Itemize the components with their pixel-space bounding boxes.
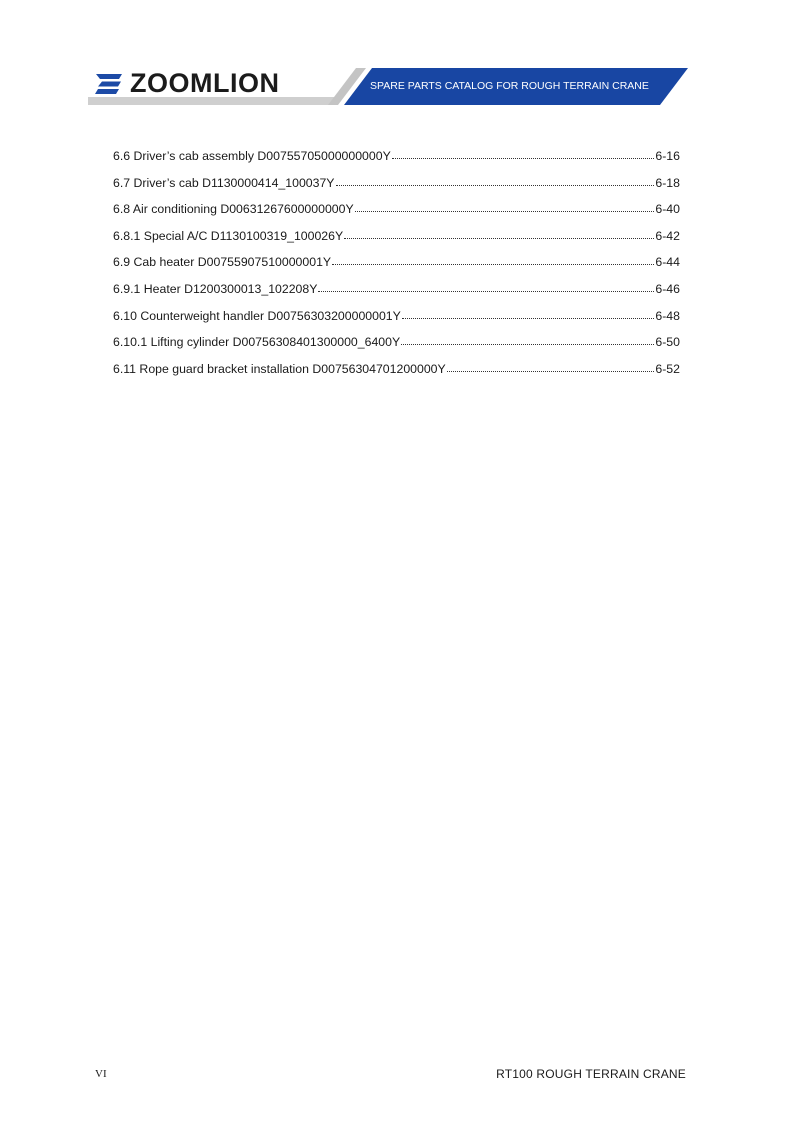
toc-entry-title: 6.11 Rope guard bracket installation D00756304701200000Y (113, 361, 446, 376)
toc-entry-page: 6-48 (655, 308, 680, 323)
toc-entry-title: 6.7 Driver’s cab D1130000414_100037Y (113, 175, 335, 190)
toc-dot-leader (318, 282, 654, 292)
toc-entry-page: 6-42 (655, 228, 680, 243)
toc-entry-page: 6-18 (655, 175, 680, 190)
toc-dot-leader (355, 202, 655, 212)
header-banner-graphic (0, 0, 793, 120)
toc-dot-leader (402, 309, 655, 319)
toc-entry[interactable] (113, 362, 680, 389)
toc-entry-page: 6-40 (655, 202, 680, 217)
toc-entry-title: 6.9.1 Heater D1200300013_102208Y (113, 281, 318, 296)
page-number: VI (95, 1068, 107, 1080)
toc-dot-leader (344, 229, 654, 239)
toc-entry-title: 6.10.1 Lifting cylinder D00756308401300000_6400Y (113, 335, 401, 350)
toc-dot-leader (392, 149, 655, 159)
toc-entry-page: 6-44 (655, 255, 680, 270)
toc-entry[interactable] (113, 282, 680, 309)
toc-dot-leader (447, 362, 655, 372)
toc-entry[interactable] (113, 176, 680, 203)
toc-entry[interactable] (113, 255, 680, 282)
toc-entry-title: 6.6 Driver’s cab assembly D00755705000000000Y (113, 149, 391, 163)
toc-entry-title: 6.10 Counterweight handler D00756303200000001Y (113, 308, 401, 323)
catalog-banner-title: SPARE PARTS CATALOG FOR ROUGH TERRAIN CRANE (370, 80, 649, 92)
toc-entry-title: 6.8.1 Special A/C D1130100319_100026Y (113, 228, 344, 243)
toc-entry-page: 6-52 (655, 361, 680, 376)
brand-logo (94, 68, 279, 99)
toc-dot-leader (401, 335, 654, 345)
toc-entry[interactable] (113, 202, 680, 229)
toc-entry[interactable] (113, 335, 680, 362)
toc-entry[interactable] (113, 229, 680, 256)
toc-entry-title: 6.8 Air conditioning D00631267600000000Y (113, 202, 354, 217)
page-header (0, 0, 793, 120)
toc-entry-page: 6-50 (655, 335, 680, 350)
toc-entry-page: 6-16 (655, 149, 680, 163)
toc-entry-title: 6.9 Cab heater D00755907510000001Y (113, 255, 332, 270)
toc-dot-leader (332, 255, 654, 265)
brand-name: ZOOMLION (130, 68, 280, 98)
toc-entry-page: 6-46 (655, 281, 680, 296)
toc-entry[interactable] (113, 309, 680, 336)
zoomlion-logo-icon (94, 72, 124, 96)
footer-document-title: RT100 ROUGH TERRAIN CRANE (496, 1067, 686, 1081)
toc-dot-leader (336, 176, 655, 186)
table-of-contents (113, 149, 680, 388)
toc-entry[interactable] (113, 149, 680, 176)
